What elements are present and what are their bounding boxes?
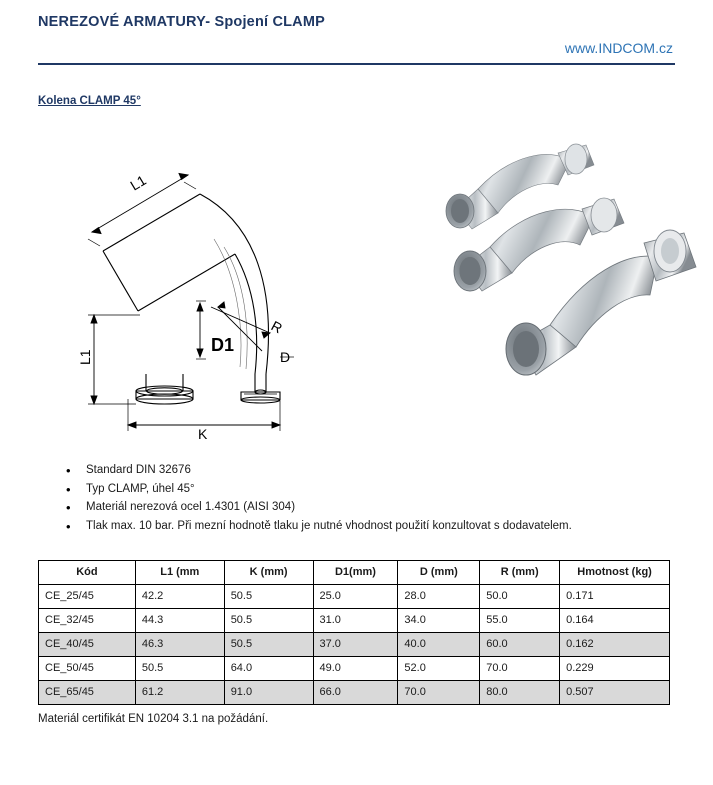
table-cell: 50.5 bbox=[135, 656, 224, 680]
dimension-label-l1-top: L1 bbox=[127, 171, 149, 194]
table-cell: CE_32/45 bbox=[39, 608, 136, 632]
table-cell: 50.5 bbox=[224, 608, 313, 632]
section-title: Kolena CLAMP 45° bbox=[38, 95, 141, 107]
table-cell: 28.0 bbox=[398, 584, 480, 608]
table-header-cell: Hmotnost (kg) bbox=[560, 560, 670, 584]
table-cell: 0.162 bbox=[560, 632, 670, 656]
list-item: • Tlak max. 10 bar. Při mezní hodnotě tlaku je nutné vhodnost použití konzultovat s dodavatelem. bbox=[66, 517, 675, 536]
table-cell: 80.0 bbox=[480, 680, 560, 704]
table-cell: 0.507 bbox=[560, 680, 670, 704]
table-cell: CE_65/45 bbox=[39, 680, 136, 704]
table-row bbox=[39, 632, 670, 656]
table-row bbox=[39, 584, 670, 608]
technical-drawing bbox=[48, 129, 378, 459]
table-header-cell: D1(mm) bbox=[313, 560, 398, 584]
table-cell: 0.164 bbox=[560, 608, 670, 632]
table-header-cell: K (mm) bbox=[224, 560, 313, 584]
dimension-label-d: D bbox=[280, 349, 291, 365]
table-header-row bbox=[39, 560, 670, 584]
table-cell: 42.2 bbox=[135, 584, 224, 608]
table-row bbox=[39, 656, 670, 680]
page-title: NEREZOVÉ ARMATURY- Spojení CLAMP bbox=[38, 14, 326, 30]
table-cell: 31.0 bbox=[313, 608, 398, 632]
table-row bbox=[39, 680, 670, 704]
table-cell: 25.0 bbox=[313, 584, 398, 608]
company-website-link[interactable]: www.INDCOM.cz bbox=[564, 40, 673, 56]
table-cell: 91.0 bbox=[224, 680, 313, 704]
table-cell: 40.0 bbox=[398, 632, 480, 656]
list-item: • Materiál nerezová ocel 1.4301 (AISI 304) bbox=[66, 498, 675, 517]
dimension-label-r: R bbox=[268, 317, 286, 337]
table-cell: CE_50/45 bbox=[39, 656, 136, 680]
table-header-cell: L1 (mm bbox=[135, 560, 224, 584]
table-cell: 34.0 bbox=[398, 608, 480, 632]
list-item: • Standard DIN 32676 bbox=[66, 461, 675, 480]
dimension-label-l1-left: L1 bbox=[77, 349, 93, 365]
table-cell: 0.229 bbox=[560, 656, 670, 680]
table-cell: 49.0 bbox=[313, 656, 398, 680]
table-cell: 0.171 bbox=[560, 584, 670, 608]
table-header-cell: R (mm) bbox=[480, 560, 560, 584]
table-cell: CE_40/45 bbox=[39, 632, 136, 656]
product-photo bbox=[418, 139, 713, 399]
table-row bbox=[39, 608, 670, 632]
table-header-cell: D (mm) bbox=[398, 560, 480, 584]
table-cell: 50.5 bbox=[224, 632, 313, 656]
dimension-label-k: K bbox=[198, 426, 208, 442]
specification-bullet-list bbox=[38, 461, 675, 536]
table-cell: 37.0 bbox=[313, 632, 398, 656]
table-cell: 50.0 bbox=[480, 584, 560, 608]
section-title-wrapper bbox=[38, 65, 675, 109]
dimensions-table bbox=[38, 560, 670, 705]
table-cell: 70.0 bbox=[480, 656, 560, 680]
table-cell: 60.0 bbox=[480, 632, 560, 656]
table-cell: 55.0 bbox=[480, 608, 560, 632]
figure-area bbox=[38, 119, 675, 459]
table-cell: 66.0 bbox=[313, 680, 398, 704]
table-cell: 52.0 bbox=[398, 656, 480, 680]
table-header-cell: Kód bbox=[39, 560, 136, 584]
list-item: • Typ CLAMP, úhel 45° bbox=[66, 480, 675, 499]
certificate-note: Materiál certifikát EN 10204 3.1 na požádání. bbox=[38, 712, 269, 725]
page-header bbox=[38, 0, 675, 65]
table-cell: 46.3 bbox=[135, 632, 224, 656]
table-cell: CE_25/45 bbox=[39, 584, 136, 608]
table-cell: 64.0 bbox=[224, 656, 313, 680]
table-cell: 50.5 bbox=[224, 584, 313, 608]
table-cell: 44.3 bbox=[135, 608, 224, 632]
table-cell: 61.2 bbox=[135, 680, 224, 704]
dimension-label-d1: D1 bbox=[211, 335, 235, 355]
table-cell: 70.0 bbox=[398, 680, 480, 704]
